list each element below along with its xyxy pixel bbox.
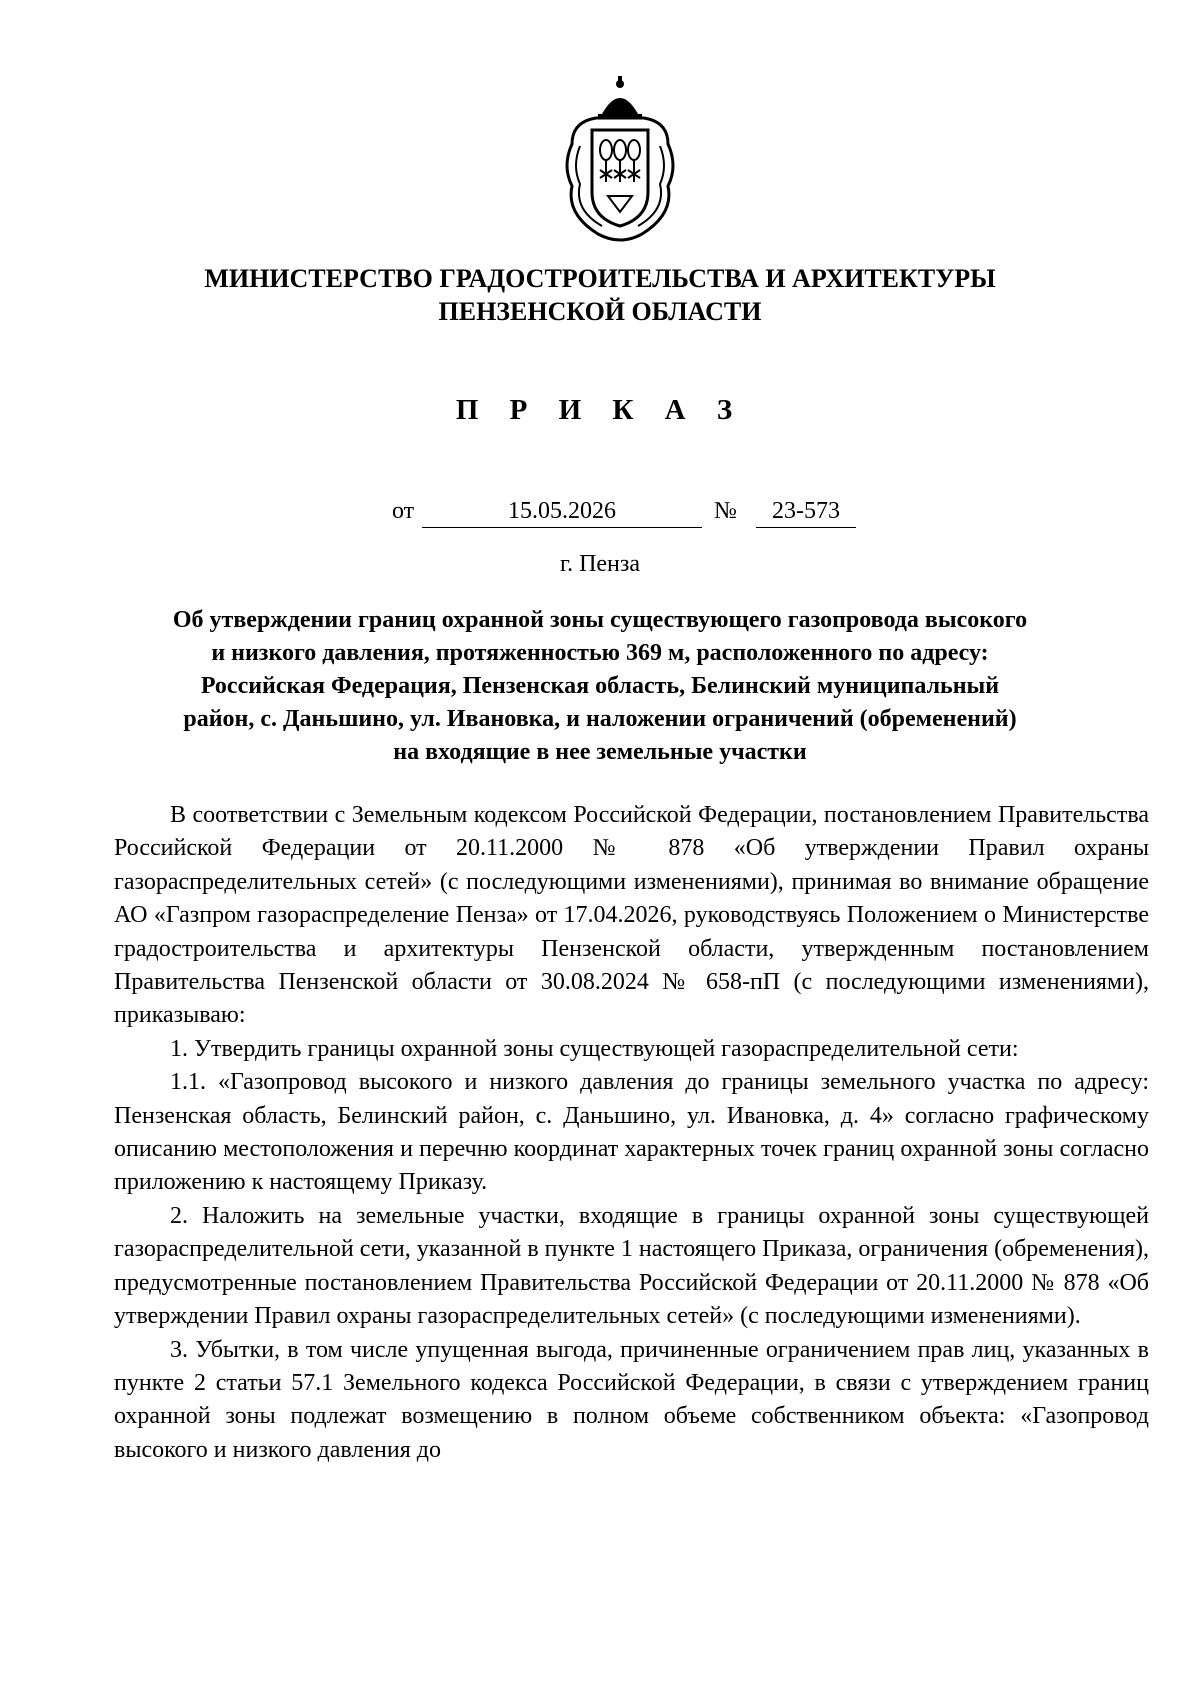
- body-paragraph-item-1: 1. Утвердить границы охранной зоны существующей газораспределительной сети:: [170, 1035, 1019, 1062]
- document-body: [114, 799, 1149, 1467]
- ministry-name-line1: МИНИСТЕРСТВО ГРАДОСТРОИТЕЛЬСТВА И АРХИТЕКТУРЫ: [204, 264, 996, 293]
- coat-of-arms-icon: [558, 74, 682, 250]
- date-prefix: от: [392, 498, 415, 524]
- ministry-name-line2: ПЕНЗЕНСКОЙ ОБЛАСТИ: [438, 297, 762, 326]
- subject-line: район, с. Даньшино, ул. Ивановка, и наложении ограничений (обременений): [183, 706, 1017, 732]
- document-subject: [0, 604, 1200, 769]
- subject-line: Российская Федерация, Пензенская область, Белинский муниципальный: [200, 673, 1000, 699]
- document-number: 23-573: [756, 495, 856, 528]
- document-city: г. Пенза: [559, 551, 641, 577]
- body-paragraph-item-2: 2. Наложить на земельные участки, входящие в границы охранной зоны существующей газораспределительной сети, указанной в пункте 1 настоящего Приказа, ограничения (обременения), предусмотренные постановлением Правительства Российской Федерации от 20.11.2000 № 878 «Об утверждении Правил охраны газораспределительных сетей» (с последующими изменениями).: [114, 1202, 1149, 1330]
- document-date: 15.05.2026: [422, 495, 702, 528]
- subject-line: и низкого давления, протяженностью 369 м, расположенного по адресу:: [211, 640, 989, 666]
- subject-line: на входящие в нее земельные участки: [393, 739, 807, 765]
- number-prefix: №: [714, 498, 737, 524]
- document-type-title: П Р И К А З: [455, 394, 745, 426]
- ministry-name: [0, 262, 1200, 328]
- subject-line: Об утверждении границ охранной зоны существующего газопровода высокого: [172, 607, 1028, 633]
- body-paragraph-item-1-1: 1.1. «Газопровод высокого и низкого давления до границы земельного участка по адресу: Пензенская область, Белинский район, с. Даньшино, ул. Ивановка, д. 4» согласно графическому описанию местоположения и перечню координат характерных точек границ охранной зоны согласно приложению к настоящему Приказу.: [114, 1069, 1149, 1196]
- body-paragraph-item-3: 3. Убытки, в том числе упущенная выгода, причиненные ограничением прав лиц, указанных в пункте 2 статьи 57.1 Земельного кодекса Российской Федерации, в связи с утверждением границ охранной зоны подлежат возмещению в полном объеме собственником объекта: «Газопровод высокого и низкого давления до: [114, 1336, 1149, 1463]
- body-paragraph-preamble: В соответствии с Земельным кодексом Российской Федерации, постановлением Правительства Российской Федерации от 20.11.2000 № 878 «Об утверждении Правил охраны газораспределительных сетей» (с последующими изменениями), принимая во внимание обращение АО «Газпром газораспределение Пенза» от 17.04.2026, руководствуясь Положением о Министерстве градостроительства и архитектуры Пензенской области, утвержденным постановлением Правительства Пензенской области от 30.08.2024 № 658-пП (с последующими изменениями), приказываю:: [114, 802, 1149, 1029]
